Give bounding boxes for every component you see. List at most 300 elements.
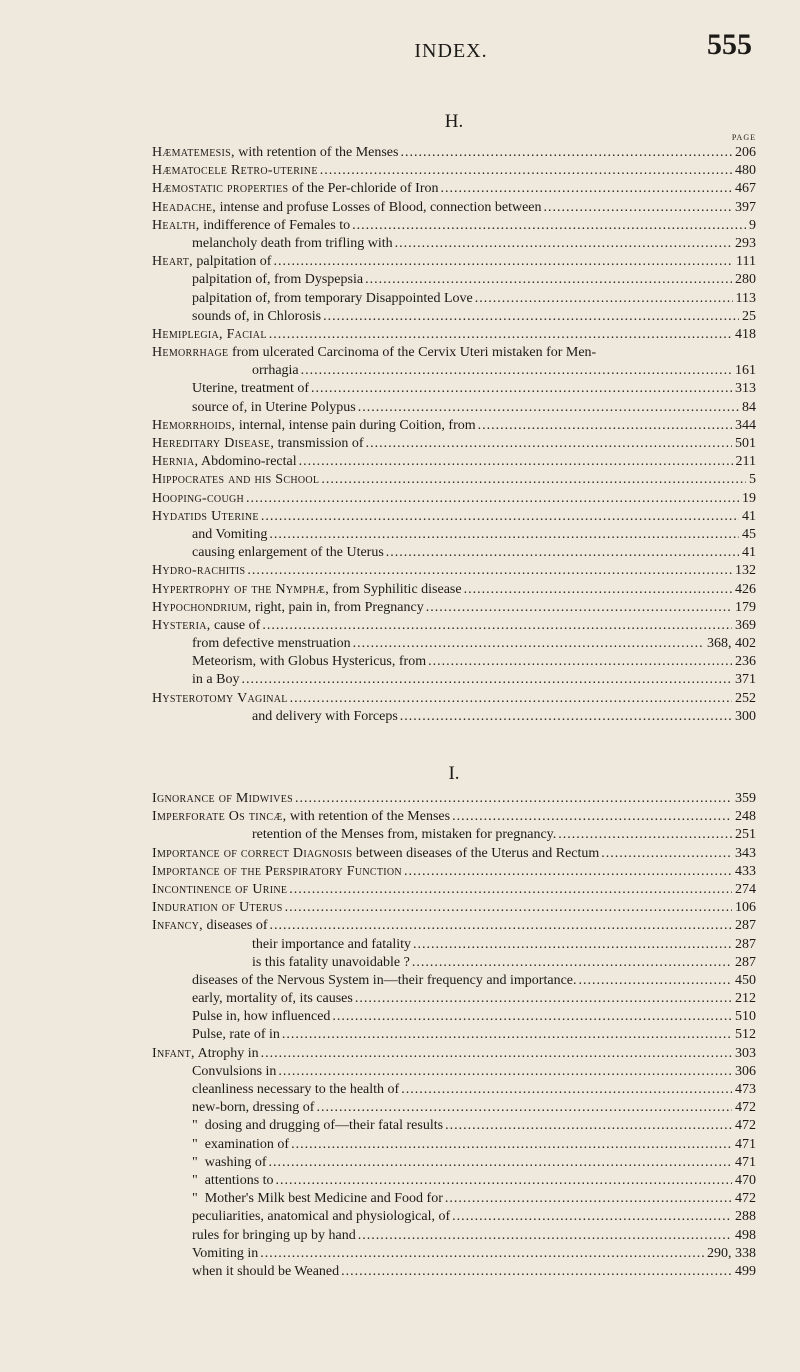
dot-leader (269, 1154, 732, 1172)
entry-page-ref: 467 (735, 181, 756, 197)
dot-leader (400, 708, 732, 726)
index-entry (152, 271, 756, 289)
entry-page-ref: 287 (735, 918, 756, 934)
index-entry (152, 708, 756, 726)
entry-description: orrhagia (252, 363, 299, 379)
entry-text (192, 1208, 450, 1226)
entry-page-ref: 290, 338 (707, 1245, 756, 1261)
index-entry (152, 635, 756, 653)
index-entry (152, 471, 756, 489)
entry-description: cleanliness necessary to the health of (192, 1082, 400, 1097)
dot-leader (241, 671, 732, 689)
dot-leader (320, 162, 732, 180)
entry-text (152, 562, 245, 580)
dot-leader (365, 271, 732, 289)
entry-page-ref: 369 (735, 617, 756, 633)
dot-leader (332, 1008, 732, 1026)
dot-leader (579, 972, 732, 990)
entry-description: from Syphilitic disease (329, 581, 462, 597)
entry-page-ref: 426 (735, 581, 756, 597)
entry-page-ref: 303 (735, 1045, 756, 1061)
index-entry (152, 508, 756, 526)
index-entry (152, 326, 756, 344)
index-entry (152, 863, 756, 881)
index-entry (152, 235, 756, 253)
entry-description: right, pain in, from Pregnancy (251, 599, 424, 615)
index-entry (152, 936, 756, 954)
index-entry (152, 1136, 756, 1154)
dot-leader (276, 1172, 732, 1190)
entry-text (152, 490, 244, 508)
dot-leader (321, 471, 746, 489)
entry-text (192, 1117, 443, 1135)
entry-text (192, 1190, 443, 1208)
entry-page-ref: 111 (736, 254, 756, 270)
entry-text (192, 653, 426, 671)
entry-heading: Hæmatocele Retro-uterine (152, 163, 318, 179)
index-entry (152, 562, 756, 580)
entry-page-ref: 313 (735, 381, 756, 397)
dot-leader (246, 490, 739, 508)
entry-heading: Health, (152, 217, 200, 233)
entry-text (192, 526, 267, 544)
entry-heading: Importance of correct Diagnosis (152, 845, 353, 861)
entry-heading: Hypertrophy of the Nymphæ, (152, 581, 329, 597)
index-entry (152, 808, 756, 826)
entry-heading: Importance of the Perspiratory Function (152, 863, 402, 879)
dot-leader (262, 617, 732, 635)
entry-text (152, 845, 599, 863)
entry-page-ref: 512 (735, 1027, 756, 1043)
entry-page-ref: 206 (735, 145, 756, 160)
index-entry (152, 972, 756, 990)
entry-description: in a Boy (192, 672, 240, 688)
entry-heading: Hæmostatic properties (152, 181, 289, 197)
entry-page-ref: 471 (735, 1136, 756, 1152)
section-gap (152, 726, 756, 764)
entry-heading: Hysterotomy Vaginal (152, 690, 288, 706)
entry-text (192, 235, 393, 253)
index-entry (152, 617, 756, 635)
entry-page-ref: 25 (742, 308, 756, 324)
entry-description: and delivery with Forceps (252, 708, 398, 724)
entry-description: their importance and fatality (252, 936, 411, 952)
dot-leader (261, 1045, 732, 1063)
dot-leader (426, 599, 732, 617)
entry-heading: Induration of Uterus (152, 900, 283, 916)
entry-text (192, 635, 351, 653)
entry-text (152, 453, 297, 471)
index-entry (152, 990, 756, 1008)
index-entry (152, 671, 756, 689)
dot-leader (260, 1245, 704, 1263)
entry-text (192, 990, 353, 1008)
entry-text (192, 1008, 330, 1026)
entry-description: between diseases of the Uterus and Rectum (352, 845, 600, 861)
entry-heading: Hemiplegia, Facial (152, 326, 267, 342)
entry-page-ref: 472 (735, 1191, 756, 1207)
entry-description: " examination of (192, 1136, 290, 1152)
entry-description: source of, in Uterine Polypus (192, 399, 356, 415)
entry-description: Meteorism, with Globus Hystericus, from (192, 654, 427, 670)
entry-description: of the Per-chloride of Iron (288, 181, 439, 197)
entry-text (152, 881, 287, 899)
index-entry (152, 917, 756, 935)
entry-page-ref: 343 (735, 845, 756, 861)
entry-page-ref: 300 (735, 708, 756, 724)
entry-text (192, 544, 384, 562)
running-head (150, 22, 752, 62)
entry-page-ref: 288 (735, 1209, 756, 1225)
entry-page-ref: 397 (735, 199, 756, 215)
dot-leader (413, 936, 732, 954)
entry-description: Vomiting in (192, 1245, 259, 1261)
index-entry (152, 1099, 756, 1117)
entry-text (192, 399, 356, 417)
index-entry (152, 954, 756, 972)
entry-page-ref: 5 (749, 472, 756, 488)
dot-leader (285, 899, 732, 917)
entry-page-ref: 161 (735, 363, 756, 379)
dot-leader (358, 1227, 732, 1245)
entry-text (252, 362, 299, 380)
entry-text (152, 917, 268, 935)
entry-page-ref: 470 (735, 1172, 756, 1188)
dot-leader (452, 1208, 732, 1226)
entry-text (152, 199, 542, 217)
index-entry (152, 845, 756, 863)
entry-text (152, 144, 398, 162)
entry-page-ref: 251 (735, 827, 756, 843)
index-entry (152, 899, 756, 917)
index-entry (152, 1117, 756, 1135)
entry-description: melancholy death from trifling with (192, 235, 393, 251)
entry-text (192, 1227, 356, 1245)
entry-text (152, 808, 450, 826)
entry-text (152, 180, 438, 198)
entry-page-ref: 280 (735, 272, 756, 288)
index-entry (152, 180, 756, 198)
dot-leader (290, 690, 732, 708)
dot-leader (282, 1026, 732, 1044)
entry-text (252, 708, 398, 726)
dot-leader (558, 826, 732, 844)
entry-description: intense and profuse Losses of Blood, connection between (216, 199, 542, 215)
entry-page-ref: 248 (735, 809, 756, 825)
index-entry (152, 790, 756, 808)
index-entry (152, 308, 756, 326)
entry-text (152, 863, 402, 881)
entry-text (152, 899, 283, 917)
index-entry (152, 1063, 756, 1081)
entry-heading: Hemorrhage (152, 345, 229, 361)
dot-leader (366, 435, 732, 453)
entry-description: " dosing and drugging of—their fatal results (192, 1118, 444, 1134)
dot-leader (295, 790, 732, 808)
dot-leader (464, 581, 732, 599)
entry-description: " Mother's Milk best Medicine and Food for (192, 1191, 443, 1207)
index-entry (152, 599, 756, 617)
entry-page-ref: 480 (735, 163, 756, 179)
entry-page-ref: 472 (735, 1118, 756, 1134)
entry-page-ref: 236 (735, 654, 756, 670)
entry-heading: Hypochondrium, (152, 599, 252, 615)
entry-text (152, 417, 476, 435)
entry-heading: Hernia, (152, 454, 199, 470)
entry-page-ref: 113 (735, 290, 756, 306)
entry-text (192, 1245, 258, 1263)
entry-page-ref: 274 (735, 881, 756, 897)
entry-text (192, 1026, 280, 1044)
entry-heading: Hæmatemesis, (152, 145, 235, 160)
index-entry (152, 544, 756, 562)
dot-leader (395, 235, 732, 253)
entry-text (152, 1045, 259, 1063)
index-entry (152, 1245, 756, 1263)
index-entry (152, 490, 756, 508)
dot-leader (261, 508, 739, 526)
dot-leader (341, 1263, 732, 1281)
entry-text (152, 581, 462, 599)
entry-text (192, 290, 473, 308)
index-entry (152, 1208, 756, 1226)
index-entry (152, 1026, 756, 1044)
page-number: 555 (707, 28, 752, 61)
running-title: INDEX. (414, 40, 488, 62)
entry-description: sounds of, in Chlorosis (192, 308, 322, 324)
entry-description: peculiarities, anatomical and physiological, of (192, 1209, 451, 1225)
entry-heading: Heart, (152, 254, 193, 270)
dot-leader (445, 1117, 732, 1135)
dot-leader (291, 1136, 732, 1154)
entry-description: " attentions to (192, 1172, 274, 1188)
dot-leader (289, 881, 732, 899)
entry-page-ref: 501 (735, 436, 756, 451)
entry-text (152, 162, 318, 180)
entry-page-ref: 211 (735, 454, 756, 470)
entry-text (192, 271, 363, 289)
entry-page-ref: 9 (749, 217, 756, 233)
dot-leader (544, 199, 732, 217)
entry-page-ref: 510 (735, 1009, 756, 1025)
entry-text (192, 671, 239, 689)
index-entry (152, 380, 756, 398)
entry-text (152, 344, 596, 362)
entry-description: rules for bringing up by hand (192, 1227, 356, 1243)
dot-leader (601, 845, 732, 863)
entry-page-ref: 252 (735, 690, 756, 706)
entry-heading: Hippocrates and his School (152, 472, 320, 488)
entry-text (252, 936, 411, 954)
dot-leader (353, 635, 704, 653)
dot-leader (428, 653, 732, 671)
entry-page-ref: 132 (735, 563, 756, 579)
entry-text (252, 826, 556, 844)
index-entry (152, 290, 756, 308)
entry-text (152, 690, 288, 708)
index-entry (152, 690, 756, 708)
entry-description: Abdomino-rectal (198, 454, 297, 470)
dot-leader (445, 1190, 732, 1208)
index-entry (152, 217, 756, 235)
entry-page-ref: 306 (735, 1063, 756, 1079)
entry-heading: Hemorrhoids, (152, 417, 236, 433)
dot-leader (475, 290, 733, 308)
entry-description: from ulcerated Carcinoma of the Cervix Uteri mistaken for Men- (228, 345, 597, 361)
dot-leader (401, 1081, 732, 1099)
entry-page-ref: 84 (742, 399, 756, 415)
entry-heading: Headache, (152, 199, 217, 215)
dot-leader (404, 863, 732, 881)
entry-text (192, 1172, 274, 1190)
entry-text (152, 471, 319, 489)
entry-page-ref: 499 (735, 1263, 756, 1279)
index-entry (152, 362, 756, 380)
entry-description: Pulse, rate of in (192, 1027, 280, 1043)
entry-text (152, 508, 259, 526)
entry-text (192, 1154, 267, 1172)
index-entry (152, 453, 756, 471)
entry-page-ref: 473 (735, 1082, 756, 1097)
entry-description: Uterine, treatment of (192, 381, 310, 397)
entry-page-ref: 471 (735, 1154, 756, 1170)
dot-leader (355, 990, 732, 1008)
entry-description: palpitation of, from temporary Disappointed Love (192, 290, 473, 306)
entry-description: transmission of (274, 436, 364, 451)
entry-page-ref: 45 (742, 526, 756, 542)
dot-leader (301, 362, 732, 380)
entry-page-ref: 212 (735, 991, 756, 1007)
dot-leader (269, 526, 739, 544)
entry-page-ref: 179 (735, 599, 756, 615)
dot-leader (386, 544, 739, 562)
index-entry (152, 199, 756, 217)
index-entry (152, 144, 756, 162)
entry-heading: Infancy, (152, 918, 203, 934)
dot-leader (316, 1099, 732, 1117)
entry-description: from defective menstruation (192, 636, 351, 652)
entry-page-ref: 287 (735, 936, 756, 952)
entry-text (152, 617, 260, 635)
entry-description: Pulse in, how influenced (192, 1009, 331, 1025)
dot-leader (352, 217, 746, 235)
dot-leader (452, 808, 732, 826)
entry-heading: Hereditary Disease, (152, 436, 275, 451)
entry-heading: Hysteria, (152, 617, 211, 633)
index-entry (152, 1154, 756, 1172)
entry-page-ref: 19 (742, 490, 756, 506)
entry-text (152, 790, 293, 808)
entry-page-ref: 41 (742, 508, 756, 524)
dot-leader (358, 399, 739, 417)
entry-description: retention of the Menses from, mistaken for pregnancy. (252, 827, 557, 843)
index-entry (152, 1045, 756, 1063)
entry-page-ref: 418 (735, 326, 756, 342)
entry-description: when it should be Weaned (192, 1263, 340, 1279)
entry-description: indifference of Females to (199, 217, 351, 233)
section-letter: H. (444, 111, 464, 132)
entry-page-ref: 371 (735, 672, 756, 688)
entry-page-ref: 472 (735, 1100, 756, 1116)
index-entry (152, 1008, 756, 1026)
entry-description: internal, intense pain during Coition, from (235, 417, 476, 433)
index-entry (152, 526, 756, 544)
entry-text (252, 954, 410, 972)
entry-text (152, 435, 364, 453)
entry-text (192, 1081, 399, 1099)
entry-text (192, 1136, 289, 1154)
entry-text (192, 1263, 339, 1281)
index-entry (152, 417, 756, 435)
dot-leader (270, 917, 733, 935)
entry-page-ref: 293 (735, 235, 756, 251)
entry-heading: Hydatids Uterine (152, 508, 259, 524)
entry-text (152, 217, 350, 235)
entry-text (192, 1099, 314, 1117)
index-entry (152, 826, 756, 844)
entry-description: Atrophy in (194, 1045, 259, 1061)
entry-description: palpitation of (192, 254, 272, 270)
entry-description: early, mortality of, its causes (192, 991, 353, 1007)
index-entry (152, 653, 756, 671)
entry-description: " washing of (192, 1154, 267, 1170)
index-entry (152, 881, 756, 899)
index-entry (152, 1227, 756, 1245)
dot-leader (478, 417, 732, 435)
entry-description: new-born, dressing of (192, 1100, 315, 1116)
entry-page-ref: 287 (735, 954, 756, 970)
entry-text (152, 326, 267, 344)
entry-text (192, 972, 577, 990)
entry-description: diseases of (202, 918, 268, 934)
dot-leader (247, 562, 732, 580)
index-entry (152, 162, 756, 180)
entry-description: diseases of the Nervous System in—their frequency and importance. (192, 972, 577, 988)
entry-description: and Vomiting (192, 526, 268, 542)
entry-text (152, 253, 271, 271)
entry-text (192, 1063, 276, 1081)
dot-leader (400, 144, 732, 162)
entry-heading: Hydro-rachitis (152, 563, 246, 579)
index-content (152, 112, 756, 1281)
entry-page-ref: 368, 402 (707, 636, 756, 652)
index-entry (152, 581, 756, 599)
dot-leader (311, 380, 732, 398)
dot-leader (273, 253, 733, 271)
entry-description: is this fatality unavoidable ? (252, 954, 410, 970)
entry-page-ref: 450 (735, 972, 756, 988)
index-entry (152, 1190, 756, 1208)
dot-leader (299, 453, 733, 471)
dot-leader (323, 308, 739, 326)
index-entry (152, 399, 756, 417)
entry-description: with retention of the Menses (286, 809, 451, 825)
index-entry (152, 1081, 756, 1099)
entry-text (192, 380, 309, 398)
entry-heading: Infant, (152, 1045, 195, 1061)
entry-description: causing enlargement of the Uterus (192, 545, 384, 561)
entry-heading: Hooping-cough (152, 490, 245, 506)
entry-page-ref: 359 (735, 791, 756, 806)
entry-heading: Incontinence of Urine (152, 881, 288, 897)
entry-description: with retention of the Menses (234, 145, 399, 160)
entry-heading: Imperforate Os tincæ, (152, 809, 287, 825)
entry-text (192, 308, 321, 326)
entry-page-ref: 106 (735, 900, 756, 916)
entry-page-ref: 433 (735, 863, 756, 879)
index-entry (152, 1263, 756, 1281)
index-entry (152, 1172, 756, 1190)
